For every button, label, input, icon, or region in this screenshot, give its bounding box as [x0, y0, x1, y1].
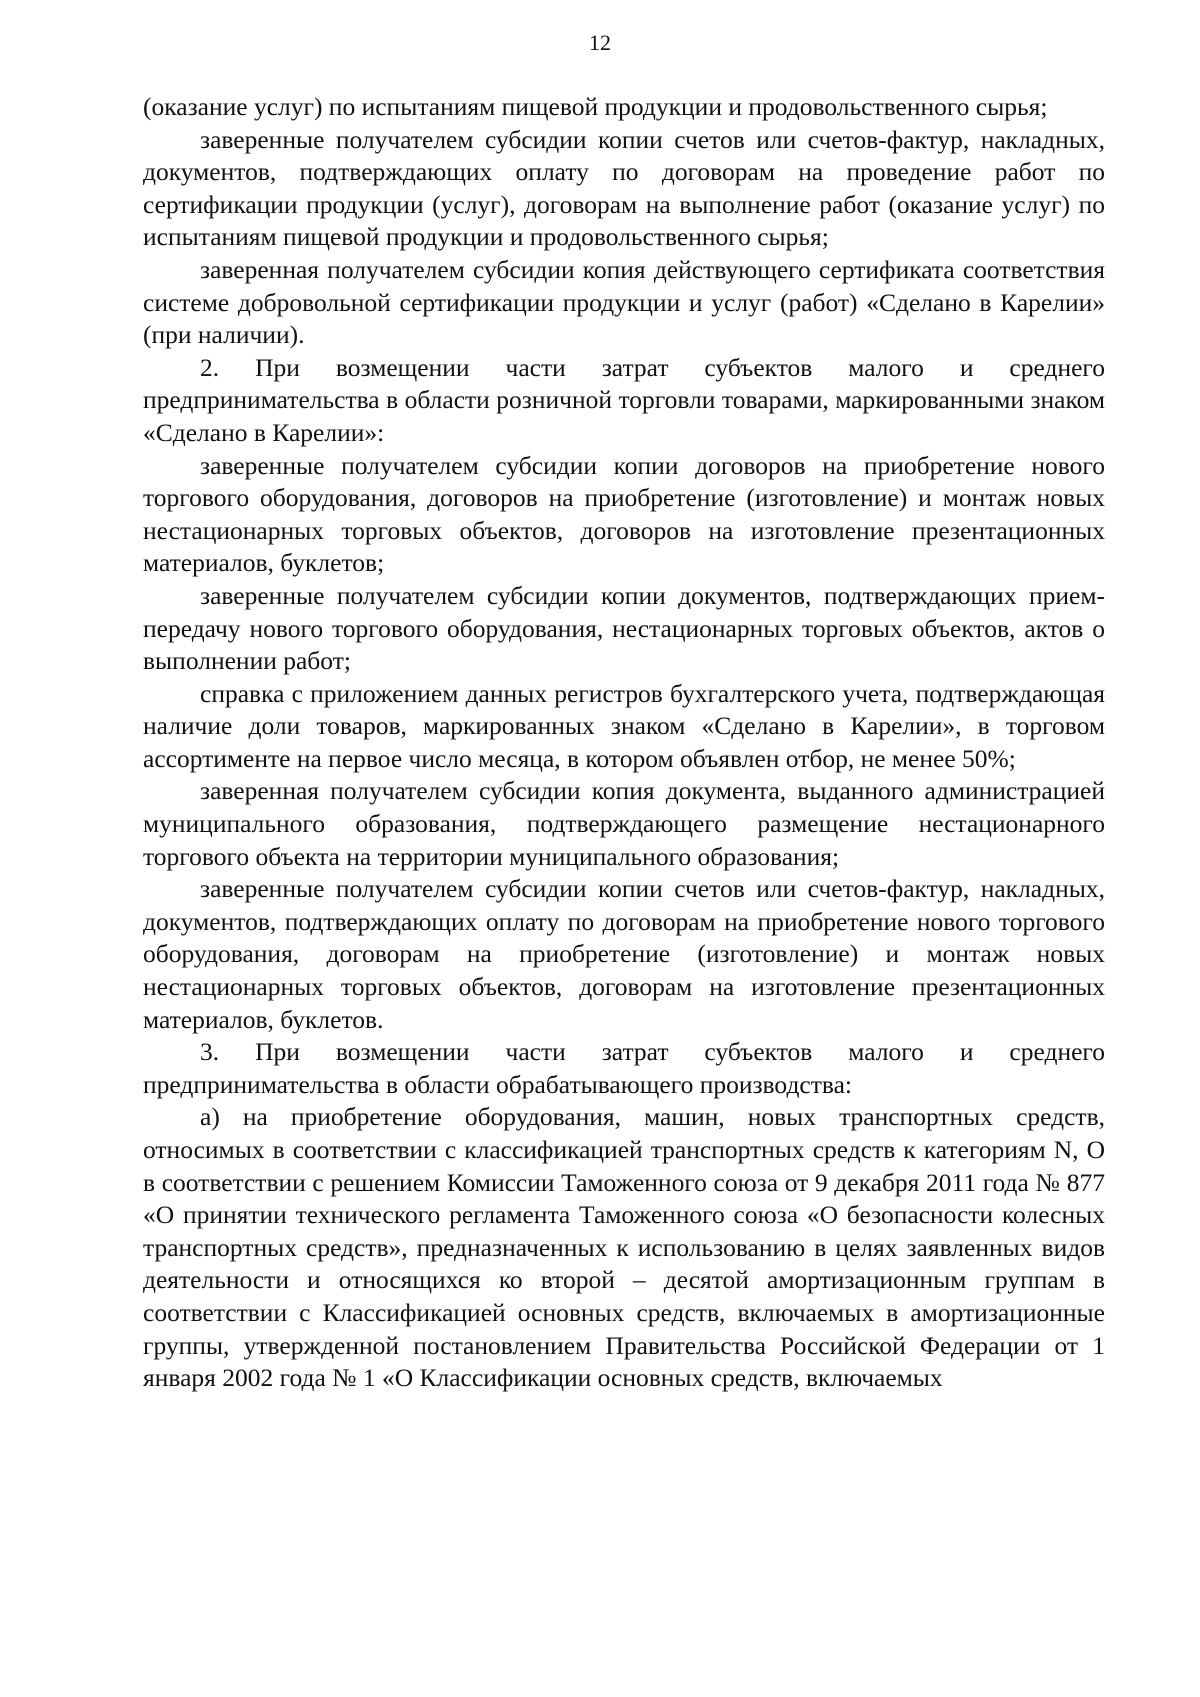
paragraph-7: справка с приложением данных регистров бухгалтерского учета, подтверждающая наличие доли товаров, маркированных знаком «Сделано в Карелии», в торговом ассортименте на первое число месяца, в котором объявлен отбор, не менее 50%;	[143, 678, 1105, 773]
paragraph-9: заверенные получателем субсидии копии счетов или счетов-фактур, накладных, документов, подтверждающих оплату по договорам на приобретение нового торгового оборудования, договорам на приобретение (изготовление) и монтаж новых нестационарных торговых объектов, договорам на изготовление презентационных материалов, буклетов.	[143, 874, 1105, 1034]
paragraph-2: заверенные получателем субсидии копии счетов или счетов-фактур, накладных, документов, подтверждающих оплату по договорам на проведение работ по сертификации продукции (услуг), договорам на выполнение работ (оказание услуг) по испытаниям пищевой продукции и продовольственного сырья;	[143, 124, 1105, 252]
paragraph-10: 3. При возмещении части затрат субъектов малого и среднего предпринимательства в области обрабатывающего производства:	[143, 1037, 1105, 1099]
page-number: 12	[589, 30, 611, 55]
paragraph-3: заверенная получателем субсидии копия действующего сертификата соответствия системе добровольной сертификации продукции и услуг (работ) «Сделано в Карелии» (при наличии).	[143, 254, 1105, 350]
paragraph-11: а) на приобретение оборудования, машин, новых транспортных средств, относимых в соответствии с классификацией транспортных средств к категориям N, O в соответствии с решением Комиссии Таможенного союза от 9 декабря 2011 года № 877 «О принятии технического регламента Таможенного союза «О безопасности колесных транспортных средств», предназначенных к использованию в целях заявленных видов деятельности и относящихся ко второй – десятой амортизационным группам в соответствии с Классификацией основных средств, включаемых в амортизационные группы, утвержденной постановлением Правительства Российской Федерации от 1 января 2002 года № 1 «О Классификации основных средств, включаемых	[143, 1102, 1105, 1393]
paragraph-4: 2. При возмещении части затрат субъектов малого и среднего предпринимательства в области розничной торговли товарами, маркированными знаком «Сделано в Карелии»:	[143, 352, 1105, 447]
paragraph-5: заверенные получателем субсидии копии договоров на приобретение нового торгового оборудования, договоров на приобретение (изготовление) и монтаж новых нестационарных торговых объектов, договоров на изготовление презентационных материалов, буклетов;	[143, 450, 1105, 578]
paragraph-8: заверенная получателем субсидии копия документа, выданного администрацией муниципального образования, подтверждающего размещение нестационарного торгового объекта на территории муниципального образования;	[143, 776, 1105, 871]
document-body	[143, 91, 1105, 1395]
paragraph-1: (оказание услуг) по испытаниям пищевой продукции и продовольственного сырья;	[143, 92, 1048, 121]
paragraph-6: заверенные получателем субсидии копии документов, подтверждающих прием-передачу нового торгового оборудования, нестационарных торговых объектов, актов о выполнении работ;	[143, 580, 1105, 676]
